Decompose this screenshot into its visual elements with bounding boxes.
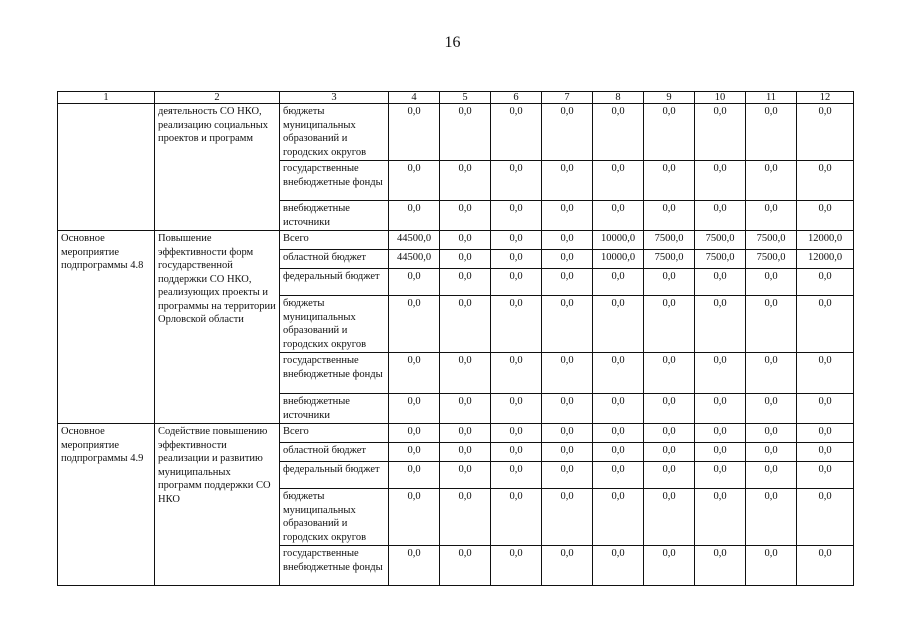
amount-cell: 0,0: [644, 104, 695, 161]
event-cell: Основное мероприятие подпрограммы 4.9: [58, 424, 155, 586]
amount-cell: 0,0: [746, 104, 797, 161]
amount-cell: 0,0: [797, 546, 854, 586]
page-number: 16: [444, 34, 461, 51]
amount-cell: 0,0: [389, 161, 440, 201]
amount-cell: 0,0: [491, 462, 542, 489]
amount-cell: 0,0: [593, 353, 644, 394]
amount-cell: 0,0: [797, 201, 854, 231]
amount-cell: 0,0: [797, 104, 854, 161]
amount-cell: 0,0: [593, 269, 644, 296]
amount-cell: 0,0: [593, 424, 644, 443]
amount-cell: 0,0: [542, 462, 593, 489]
event-description-cell: Содействие повышению эффективности реализации и развитию муниципальных программ поддержки СО НКО: [155, 424, 280, 586]
amount-cell: 0,0: [440, 394, 491, 424]
amount-cell: 0,0: [695, 489, 746, 546]
amount-cell: 0,0: [440, 104, 491, 161]
column-header: 10: [695, 92, 746, 104]
amount-cell: 0,0: [440, 424, 491, 443]
amount-cell: 0,0: [797, 296, 854, 353]
amount-cell: 0,0: [797, 424, 854, 443]
amount-cell: 0,0: [695, 296, 746, 353]
column-header: 2: [155, 92, 280, 104]
amount-cell: 0,0: [593, 489, 644, 546]
amount-cell: 0,0: [593, 161, 644, 201]
funding-source-cell: областной бюджет: [280, 250, 389, 269]
amount-cell: 0,0: [695, 462, 746, 489]
amount-cell: 0,0: [644, 489, 695, 546]
amount-cell: 0,0: [746, 546, 797, 586]
amount-cell: 0,0: [491, 269, 542, 296]
amount-cell: 0,0: [542, 104, 593, 161]
amount-cell: 12000,0: [797, 250, 854, 269]
amount-cell: 0,0: [440, 546, 491, 586]
amount-cell: 7500,0: [746, 231, 797, 250]
amount-cell: 0,0: [542, 201, 593, 231]
amount-cell: 7500,0: [695, 231, 746, 250]
amount-cell: 0,0: [746, 296, 797, 353]
amount-cell: 0,0: [491, 104, 542, 161]
amount-cell: 0,0: [644, 462, 695, 489]
amount-cell: 0,0: [797, 269, 854, 296]
funding-source-cell: Всего: [280, 424, 389, 443]
event-description-cell: Повышение эффективности форм государственной поддержки СО НКО, реализующих проекты и программы на территории Орловской области: [155, 231, 280, 424]
amount-cell: 0,0: [389, 443, 440, 462]
amount-cell: 0,0: [644, 296, 695, 353]
column-header: 5: [440, 92, 491, 104]
amount-cell: 0,0: [593, 296, 644, 353]
amount-cell: 0,0: [440, 161, 491, 201]
table-row: [58, 104, 854, 161]
amount-cell: 0,0: [593, 201, 644, 231]
column-header: 6: [491, 92, 542, 104]
amount-cell: 0,0: [797, 443, 854, 462]
column-header: 1: [58, 92, 155, 104]
amount-cell: 0,0: [491, 250, 542, 269]
column-header: 12: [797, 92, 854, 104]
amount-cell: 0,0: [746, 489, 797, 546]
amount-cell: 0,0: [542, 353, 593, 394]
funding-source-cell: Всего: [280, 231, 389, 250]
amount-cell: 0,0: [695, 443, 746, 462]
amount-cell: 0,0: [542, 443, 593, 462]
amount-cell: 12000,0: [797, 231, 854, 250]
amount-cell: 0,0: [644, 161, 695, 201]
amount-cell: 0,0: [593, 546, 644, 586]
amount-cell: 0,0: [593, 394, 644, 424]
amount-cell: 0,0: [491, 394, 542, 424]
amount-cell: 0,0: [542, 394, 593, 424]
amount-cell: 0,0: [695, 104, 746, 161]
funding-table: [57, 91, 854, 586]
amount-cell: 0,0: [389, 104, 440, 161]
amount-cell: 0,0: [440, 201, 491, 231]
amount-cell: 0,0: [542, 269, 593, 296]
amount-cell: 0,0: [389, 201, 440, 231]
amount-cell: 7500,0: [644, 250, 695, 269]
amount-cell: 0,0: [440, 296, 491, 353]
amount-cell: 0,0: [440, 231, 491, 250]
amount-cell: 0,0: [491, 231, 542, 250]
funding-source-cell: бюджеты муниципальных образований и городских округов: [280, 104, 389, 161]
amount-cell: 0,0: [695, 353, 746, 394]
amount-cell: 0,0: [440, 443, 491, 462]
amount-cell: 10000,0: [593, 250, 644, 269]
funding-source-cell: государственные внебюджетные фонды: [280, 353, 389, 394]
table-row: [58, 231, 854, 250]
amount-cell: 0,0: [746, 161, 797, 201]
amount-cell: 0,0: [695, 201, 746, 231]
amount-cell: 0,0: [491, 296, 542, 353]
amount-cell: 0,0: [440, 353, 491, 394]
amount-cell: 0,0: [491, 161, 542, 201]
amount-cell: 0,0: [542, 489, 593, 546]
amount-cell: 0,0: [542, 231, 593, 250]
event-cell: Основное мероприятие подпрограммы 4.8: [58, 231, 155, 424]
funding-source-cell: бюджеты муниципальных образований и городских округов: [280, 489, 389, 546]
amount-cell: 0,0: [644, 546, 695, 586]
funding-source-cell: государственные внебюджетные фонды: [280, 546, 389, 586]
amount-cell: 0,0: [542, 296, 593, 353]
amount-cell: 0,0: [644, 443, 695, 462]
amount-cell: 0,0: [695, 161, 746, 201]
amount-cell: 0,0: [389, 353, 440, 394]
amount-cell: 0,0: [491, 353, 542, 394]
amount-cell: 0,0: [491, 443, 542, 462]
amount-cell: 10000,0: [593, 231, 644, 250]
funding-source-cell: областной бюджет: [280, 443, 389, 462]
amount-cell: 0,0: [644, 201, 695, 231]
amount-cell: 0,0: [440, 489, 491, 546]
amount-cell: 0,0: [389, 269, 440, 296]
funding-source-cell: внебюджетные источники: [280, 201, 389, 231]
funding-source-cell: федеральный бюджет: [280, 269, 389, 296]
amount-cell: 0,0: [746, 269, 797, 296]
amount-cell: 0,0: [542, 250, 593, 269]
column-header: 3: [280, 92, 389, 104]
amount-cell: 0,0: [695, 394, 746, 424]
amount-cell: 0,0: [695, 424, 746, 443]
amount-cell: 0,0: [746, 394, 797, 424]
amount-cell: 7500,0: [695, 250, 746, 269]
amount-cell: 0,0: [746, 201, 797, 231]
amount-cell: 0,0: [440, 250, 491, 269]
amount-cell: 0,0: [593, 104, 644, 161]
amount-cell: 0,0: [491, 489, 542, 546]
amount-cell: 0,0: [644, 394, 695, 424]
amount-cell: 0,0: [389, 462, 440, 489]
event-description-cell: деятельность СО НКО, реализацию социальных проектов и программ: [155, 104, 280, 231]
event-cell: [58, 104, 155, 231]
amount-cell: 0,0: [542, 424, 593, 443]
amount-cell: 0,0: [542, 546, 593, 586]
amount-cell: 0,0: [440, 269, 491, 296]
amount-cell: 0,0: [593, 462, 644, 489]
column-header: 11: [746, 92, 797, 104]
amount-cell: 0,0: [695, 269, 746, 296]
amount-cell: 0,0: [695, 546, 746, 586]
amount-cell: 0,0: [746, 462, 797, 489]
amount-cell: 0,0: [491, 546, 542, 586]
amount-cell: 0,0: [644, 353, 695, 394]
table-row: [58, 424, 854, 443]
amount-cell: 0,0: [797, 353, 854, 394]
amount-cell: 0,0: [797, 394, 854, 424]
amount-cell: 44500,0: [389, 250, 440, 269]
column-header: 7: [542, 92, 593, 104]
amount-cell: 0,0: [797, 489, 854, 546]
funding-source-cell: внебюджетные источники: [280, 394, 389, 424]
amount-cell: 0,0: [644, 269, 695, 296]
amount-cell: 7500,0: [746, 250, 797, 269]
amount-cell: 0,0: [593, 443, 644, 462]
amount-cell: 0,0: [491, 201, 542, 231]
funding-source-cell: государственные внебюджетные фонды: [280, 161, 389, 201]
funding-source-cell: федеральный бюджет: [280, 462, 389, 489]
amount-cell: 0,0: [542, 161, 593, 201]
funding-source-cell: бюджеты муниципальных образований и городских округов: [280, 296, 389, 353]
amount-cell: 0,0: [746, 443, 797, 462]
amount-cell: 0,0: [389, 546, 440, 586]
column-header-row: [58, 92, 854, 104]
amount-cell: 0,0: [746, 353, 797, 394]
amount-cell: 44500,0: [389, 231, 440, 250]
amount-cell: 0,0: [644, 424, 695, 443]
amount-cell: 0,0: [797, 161, 854, 201]
column-header: 8: [593, 92, 644, 104]
column-header: 9: [644, 92, 695, 104]
amount-cell: 0,0: [389, 489, 440, 546]
column-header: 4: [389, 92, 440, 104]
amount-cell: 0,0: [389, 394, 440, 424]
amount-cell: 7500,0: [644, 231, 695, 250]
amount-cell: 0,0: [389, 296, 440, 353]
amount-cell: 0,0: [389, 424, 440, 443]
amount-cell: 0,0: [491, 424, 542, 443]
amount-cell: 0,0: [440, 462, 491, 489]
amount-cell: 0,0: [746, 424, 797, 443]
amount-cell: 0,0: [797, 462, 854, 489]
